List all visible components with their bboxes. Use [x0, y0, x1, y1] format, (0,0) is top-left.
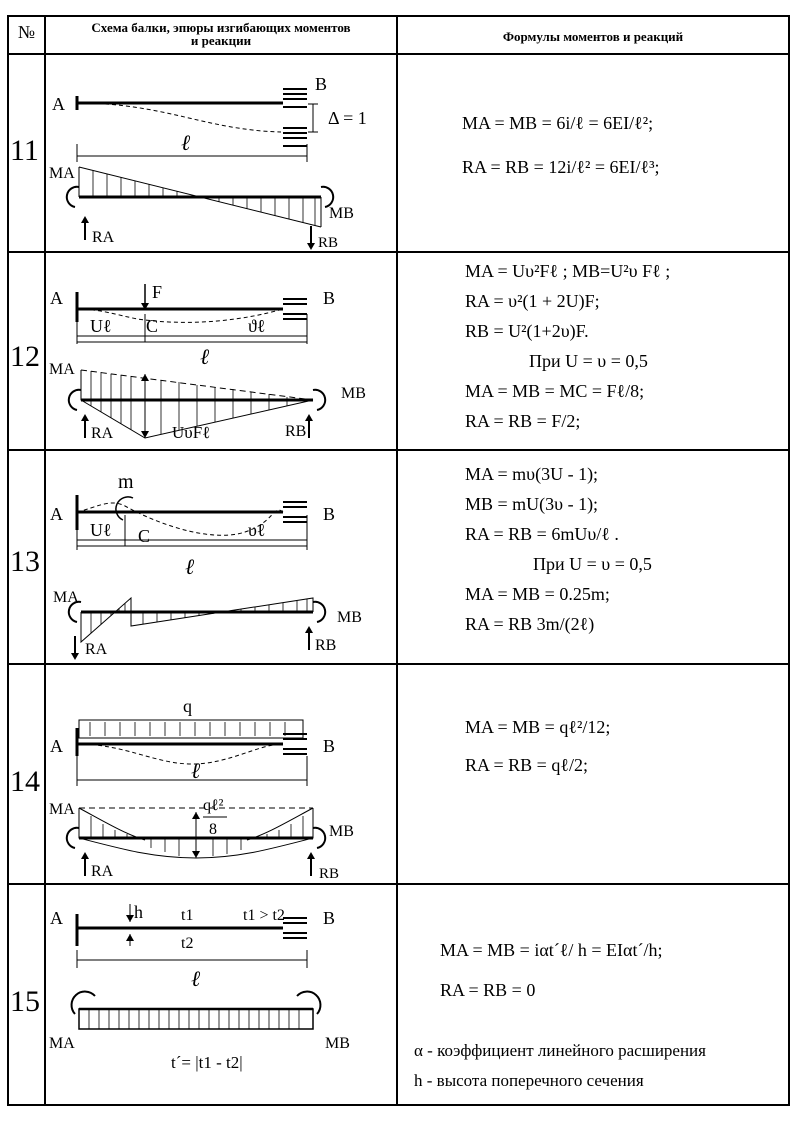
header-num: № — [17, 22, 36, 42]
label-span: ℓ — [191, 758, 201, 783]
header-formulas: Формулы моментов и реакций — [502, 29, 684, 44]
label-delta: Δ = 1 — [328, 108, 367, 128]
label-ra: RA — [85, 641, 108, 658]
formula-line: MA = MB = MC = Fℓ/8; — [465, 381, 645, 401]
formula-line: RA = RB = 6mUυ/ℓ . — [465, 524, 619, 544]
label-a: A — [50, 736, 63, 756]
label-a: A — [52, 94, 65, 114]
formula-line: При U = υ = 0,5 — [529, 351, 648, 371]
label-span: ℓ — [191, 966, 201, 991]
diagram-row-13 — [45, 450, 397, 664]
row-number: 13 — [10, 545, 40, 578]
label-ra: RA — [91, 863, 114, 880]
formula-line: RA = RB = qℓ/2; — [465, 755, 588, 775]
label-moment: m — [118, 471, 134, 493]
label-span: ℓ — [181, 130, 191, 155]
label-ma: MA — [49, 1035, 75, 1052]
row-number: 12 — [10, 340, 40, 373]
label-a: A — [50, 908, 63, 928]
formula-line: RA = RB = 12i/ℓ² = 6EI/ℓ³; — [462, 157, 660, 177]
label-b: B — [323, 288, 336, 308]
label-vl: υℓ — [248, 520, 266, 540]
formula-line: RA = υ²(1 + 2U)F; — [465, 291, 600, 311]
label-mb: MB — [341, 385, 366, 402]
label-mb: MB — [325, 1035, 350, 1052]
label-t1: t1 — [181, 907, 194, 924]
formula-line: RA = RB 3m/(2ℓ) — [465, 614, 595, 634]
row-number: 11 — [10, 134, 39, 167]
formulas-row-11 — [462, 101, 660, 189]
label-c: C — [146, 316, 159, 336]
header-scheme — [45, 21, 397, 47]
note-line: α - коэффициент линейного расширения — [414, 1041, 706, 1060]
formula-line: RA = RB = F/2; — [465, 411, 581, 431]
formula-line: MA = MB = 0.25m; — [465, 584, 610, 604]
label-peak-den: 8 — [209, 821, 217, 838]
label-ul: Uℓ — [90, 520, 112, 540]
label-b: B — [323, 736, 336, 756]
formula-line: MA = MB = 6i/ℓ = 6EI/ℓ²; — [462, 113, 654, 133]
formula-line: MB = mU(3υ - 1); — [465, 494, 599, 514]
label-b: B — [315, 74, 328, 94]
label-a: A — [50, 504, 63, 524]
label-load: q — [183, 696, 192, 716]
label-t-cond: t1 > t2 — [243, 907, 285, 924]
formula-line: RB = U²(1+2υ)F. — [465, 321, 589, 341]
note-line: h - высота поперечного сечения — [414, 1071, 644, 1090]
label-b: B — [323, 908, 336, 928]
header-scheme-line2: и реакции — [190, 33, 252, 48]
formula-line: При U = υ = 0,5 — [533, 554, 652, 574]
label-ul: Uℓ — [90, 316, 112, 336]
row-number: 14 — [10, 765, 40, 798]
diagram-row-14 — [45, 664, 397, 884]
diagram-row-15 — [45, 884, 397, 1105]
label-h: h — [134, 902, 143, 922]
label-mb: MB — [329, 205, 354, 222]
label-rb: RB — [285, 423, 307, 440]
label-rb: RB — [318, 235, 339, 251]
formulas-row-12 — [465, 256, 670, 436]
formula-line: MA = mυ(3U - 1); — [465, 464, 599, 484]
formula-line: RA = RB = 0 — [440, 980, 536, 1000]
diagram-row-12 — [45, 252, 397, 450]
formulas-row-13 — [465, 459, 652, 639]
label-ma: MA — [49, 361, 75, 378]
formulas-row-14 — [465, 708, 610, 784]
label-vl: ϑℓ — [248, 316, 266, 336]
label-span: ℓ — [185, 554, 195, 579]
label-ra: RA — [91, 425, 114, 442]
notes-row-15 — [414, 1036, 706, 1096]
label-mb: MB — [337, 609, 362, 626]
label-ra: RA — [92, 229, 115, 246]
label-rb: RB — [319, 866, 340, 882]
label-rb: RB — [315, 637, 337, 654]
label-t2: t2 — [181, 935, 194, 952]
label-mb: MB — [329, 823, 354, 840]
label-t-diff: t´= |t1 - t2| — [171, 1053, 243, 1072]
label-c: C — [138, 526, 151, 546]
row-number: 15 — [10, 985, 40, 1018]
label-ma: MA — [49, 165, 75, 182]
label-peak-num: qℓ² — [203, 797, 224, 814]
label-ma: MA — [49, 801, 75, 818]
label-span: ℓ — [200, 344, 210, 369]
label-force: F — [152, 282, 163, 302]
label-peak: UυFℓ — [172, 423, 211, 442]
formula-line: MA = MB = qℓ²/12; — [465, 717, 611, 737]
header-scheme-line1: Схема балки, эпюры изгибающих моментов — [91, 20, 351, 35]
diagram-row-11 — [45, 54, 397, 252]
formula-line: MA = Uυ²Fℓ ; MB=U²υ Fℓ ; — [465, 261, 671, 281]
label-b: B — [323, 504, 336, 524]
formulas-row-15 — [440, 930, 662, 1010]
label-ma: MA — [53, 589, 79, 606]
label-a: A — [50, 288, 63, 308]
formula-line: MA = MB = iαt´ℓ/ h = EIαt´/h; — [440, 940, 663, 960]
